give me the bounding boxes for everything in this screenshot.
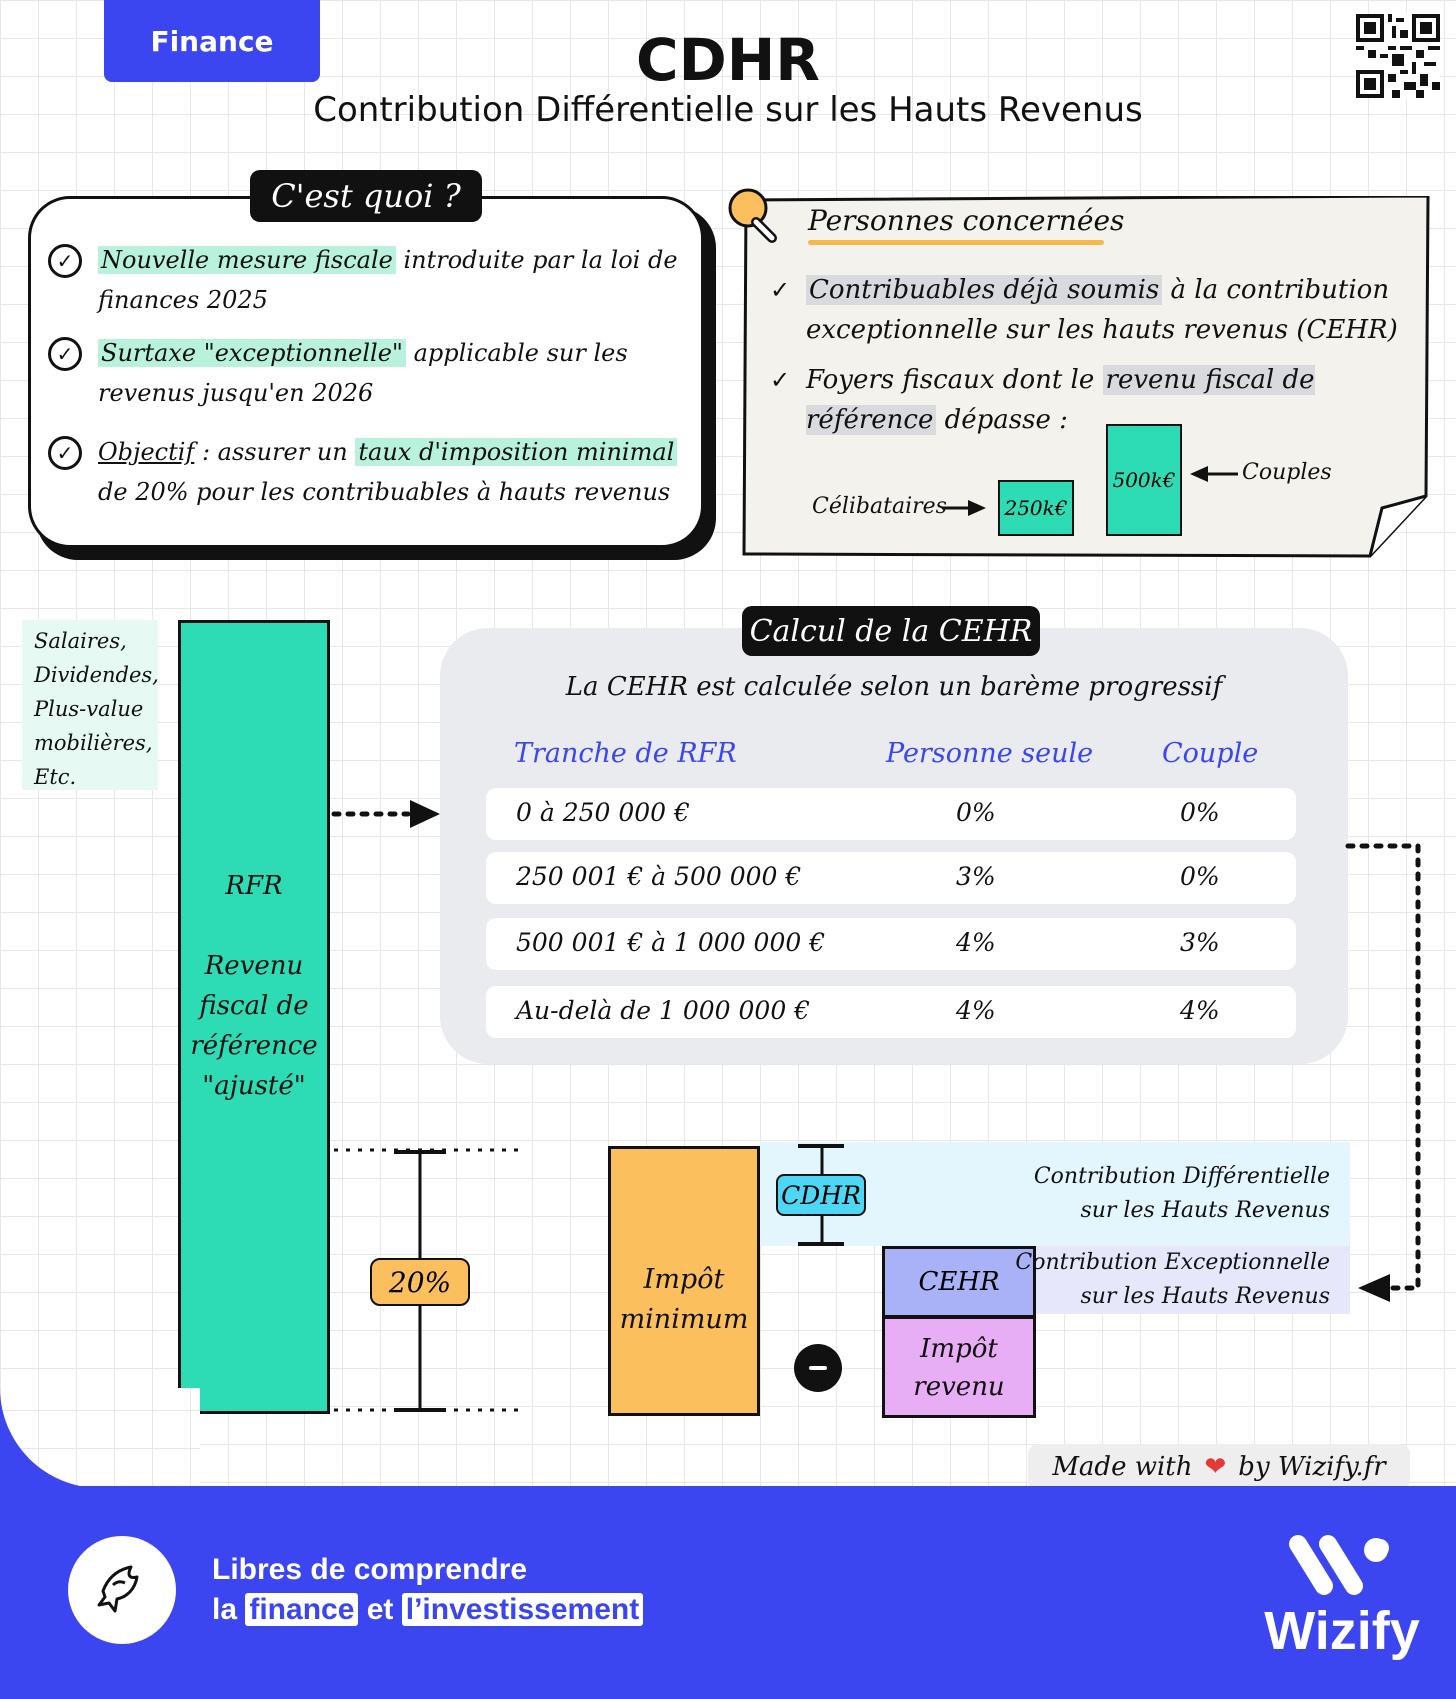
col-header-tranche: Tranche de RFR [514, 738, 737, 769]
check-circle-icon: ✓ [48, 337, 82, 371]
concerned-item: ✓ Contribuables déjà soumis à la contribution exceptionnelle sur les hauts revenus (CEHR) [770, 270, 1410, 350]
concerned-item: ✓ Foyers fiscaux dont le revenu fiscal de référence dépasse : [770, 360, 1410, 440]
checkmark-icon: ✓ [770, 276, 791, 304]
cehr-calculation-subtitle: La CEHR est calculée selon un barème progressif [565, 672, 1223, 702]
check-circle-icon: ✓ [48, 244, 82, 278]
cdhr-description: Contribution Différentielle sur les Hauts Revenus [1033, 1164, 1330, 1223]
footer-curve [0, 1388, 100, 1498]
arrow-right-icon [410, 800, 440, 828]
couple-threshold-bar: 500k€ [1106, 424, 1182, 536]
col-header-couple: Couple [1162, 738, 1259, 769]
cehr-description: Contribution Exceptionnelle sur les Hauts Revenus [1015, 1250, 1330, 1309]
couple-label: Couples [1242, 460, 1332, 485]
footer-slogan: Libres de comprendre la finance et l’investissement [212, 1550, 643, 1630]
cehr-box: CEHR [882, 1246, 1036, 1318]
definition-item: ✓ Nouvelle mesure fiscale introduite par la loi de finances 2025 [48, 240, 688, 320]
table-row: 250 001 € à 500 000 € 3% 0% [486, 852, 1296, 904]
definition-label: C'est quoi ? [250, 170, 482, 222]
arrow-left-small-icon [1190, 466, 1208, 482]
single-threshold-bar: 250k€ [998, 480, 1074, 536]
income-sources: Salaires, Dividendes, Plus-value mobilières, Etc. [22, 620, 158, 790]
table-row: 500 001 € à 1 000 000 € 4% 3% [486, 918, 1296, 970]
income-tax-label: Impôt revenu [913, 1334, 1005, 1402]
page-title: CDHR [636, 26, 820, 94]
wizify-logo-icon [1284, 1530, 1394, 1600]
made-with-badge: Made with ❤ by Wizify.fr [1028, 1444, 1410, 1490]
cehr-calculation-label: Calcul de la CEHR [742, 606, 1040, 656]
table-row: 0 à 250 000 € 0% 0% [486, 788, 1296, 840]
rfr-label: RFR Revenu fiscal de référence "ajusté" [190, 871, 318, 1101]
minimum-tax-label: Impôt minimum [619, 1264, 749, 1335]
check-circle-icon: ✓ [48, 436, 82, 470]
page-subtitle: Contribution Différentielle sur les Hauts Revenus [313, 90, 1143, 130]
definition-item: ✓ Surtaxe "exceptionnelle" applicable sur les revenus jusqu'en 2026 [48, 333, 688, 413]
wizify-brand: Wizify [1264, 1601, 1420, 1661]
col-header-single: Personne seule [886, 738, 1094, 769]
single-label: Célibataires [812, 494, 947, 519]
arrow-right-small-icon [968, 500, 986, 516]
arrow-left-icon [1358, 1274, 1390, 1302]
twenty-percent-chip: 20% [370, 1258, 470, 1306]
cdhr-chip: CDHR [776, 1174, 866, 1216]
table-row: Au-delà de 1 000 000 € 4% 4% [486, 986, 1296, 1038]
category-tag: Finance [104, 0, 320, 82]
bird-logo [68, 1536, 176, 1644]
checkmark-icon: ✓ [770, 366, 791, 394]
heart-icon: ❤ [1204, 1452, 1227, 1482]
definition-item: ✓ Objectif : assurer un taux d'imposition minimal de 20% pour les contribuables à hauts revenus [48, 432, 688, 512]
cehr-arrow-line [1348, 846, 1418, 1288]
bird-icon [87, 1555, 157, 1625]
concerned-title: Personnes concernées [808, 204, 1125, 237]
